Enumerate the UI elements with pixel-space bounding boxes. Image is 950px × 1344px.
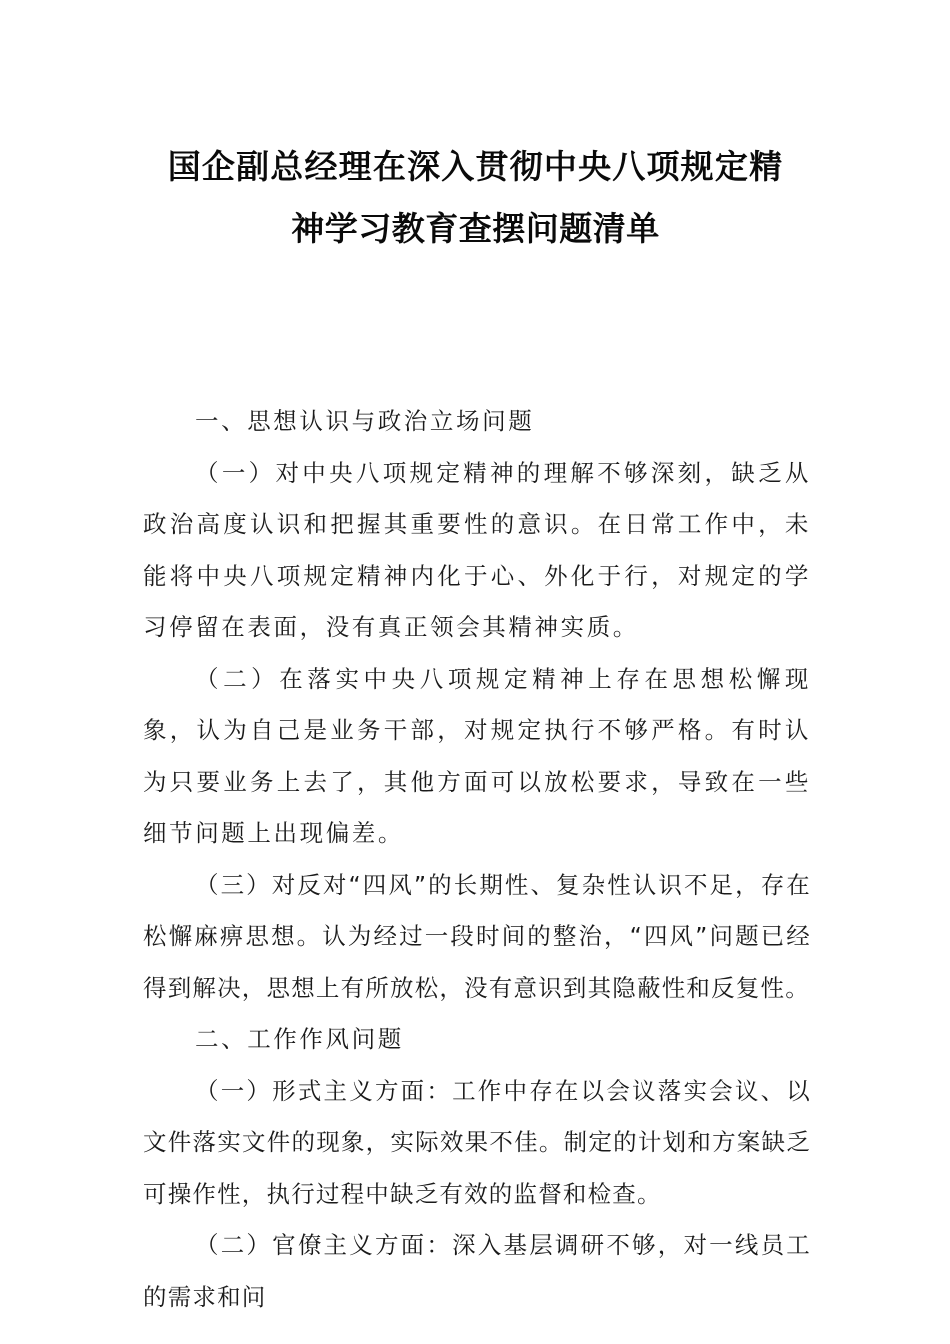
section-1-paragraph-1: （一）对中央八项规定精神的理解不够深刻，缺乏从政治高度认识和把握其重要性的意识。在日常工作中，未能将中央八项规定精神内化于心、外化于行，对规定的学习停留在表面，没有真正领会其精神实质。 xyxy=(143,458,811,641)
page-title-line-1: 国企副总经理在深入贯彻中央八项规定精 xyxy=(167,147,784,186)
section-1-paragraph-2: （二）在落实中央八项规定精神上存在思想松懈现象，认为自己是业务干部，对规定执行不够严格。有时认为只要业务上去了，其他方面可以放松要求，导致在一些细节问题上出现偏差。 xyxy=(143,664,811,847)
section-heading-2: 二、工作作风问题 xyxy=(195,1025,404,1053)
page-title-line-2: 神学习教育查摆问题清单 xyxy=(291,209,660,248)
section-2-paragraph-1: （一）形式主义方面：工作中存在以会议落实会议、以文件落实文件的现象，实际效果不佳。制定的计划和方案缺乏可操作性，执行过程中缺乏有效的监督和检查。 xyxy=(143,1076,811,1208)
section-1-paragraph-3: （三）对反对“四风”的长期性、复杂性认识不足，存在松懈麻痹思想。认为经过一段时间的整治，“四风”问题已经得到解决，思想上有所放松，没有意识到其隐蔽性和反复性。 xyxy=(143,870,811,1002)
document-body xyxy=(143,396,811,1323)
section-heading-1: 一、思想认识与政治立场问题 xyxy=(195,407,535,435)
page-title xyxy=(143,136,808,260)
section-2-paragraph-2: （二）官僚主义方面：深入基层调研不够，对一线员工的需求和问 xyxy=(143,1231,811,1311)
